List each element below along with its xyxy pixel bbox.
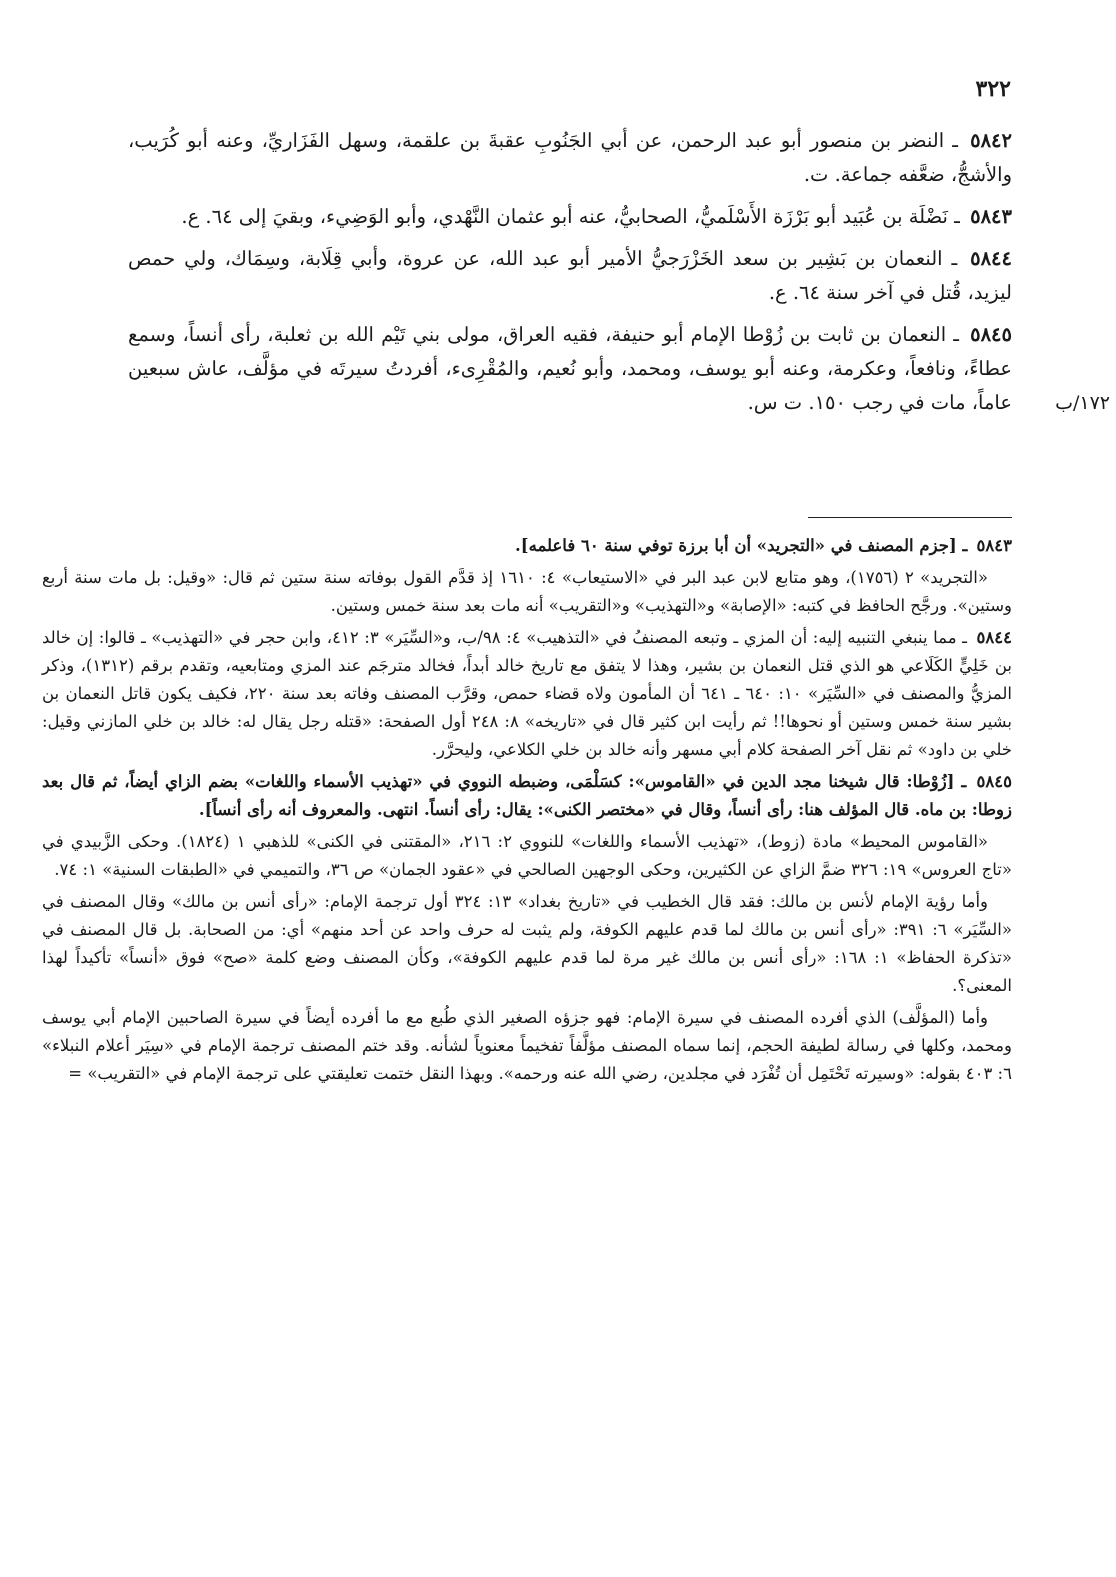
entry-number: ٥٨٤٤	[970, 247, 1012, 270]
entry-text: ـ النعمان بن ثابت بن زُوْطا الإمام أبو حنيفة، فقيه العراق، مولى بني تَيْم الله بن ثعلبة، رأى أنساً، وسمع عطاءً، ونافعاً، وعكرمة، وعنه أبو يوسف، ومحمد، وأبو نُعيم، والمُقْرِىء، أفردتُ سيرتَه في مؤلَّف، عاش سبعين عاماً، مات في رجب ١٥٠. ت س.	[128, 323, 1012, 414]
note-5845-heading	[42, 768, 1012, 824]
note-5843-heading	[42, 532, 1012, 560]
entry-text: ـ نَضْلَة بن عُبَيد أبو بَرْزَة الأَسْلَميُّ، الصحابيُّ، عنه أبو عثمان النَّهْدي، وأبو الوَضِيء، وبقيَ إلى ٦٤. ع.	[181, 205, 960, 228]
margin-folio-note: ١٧٢/ب	[1055, 392, 1110, 414]
note-5843-body: «التجريد» ٢ (١٧٥٦)، وهو متابع لابن عبد البر في «الاستيعاب» ٤: ١٦١٠ إذ قدَّم القول بوفاته سنة ستين ثم قال: «وقيل: بل مات سنة أربع وستين». ورجَّح الحافظ في كتبه: «الإصابة» و«التهذيب» و«التقريب» أنه مات بعد سنة خمس وستين.	[42, 568, 1012, 615]
note-5845-paragraph-3: وأما (المؤلَّف) الذي أفرده المصنف في سيرة الإمام: فهو جزؤه الصغير الذي طُبع مع ما أفرده أيضاً في سيرة الصاحبين الإمام أبي يوسف ومحمد، وكلها في رسالة لطيفة الحجم، إنما سماه المصنف مؤلَّفاً تفخيماً معنوياً لشأنه. وقد ختم المصنف ترجمة الإمام في «سِيَر أعلام النبلاء» ٦: ٤٠٣ بقوله: «وسيرته تَحْتَمِل أن تُفْرَد في مجلدين، رضي الله عنه ورحمه». وبهذا النقل ختمت تعليقتي على ترجمة الإمام في «التقريب» =	[42, 1008, 1012, 1083]
note-heading: ـ [جزم المصنف في «التجريد» أن أبا برزة توفي سنة ٦٠ فاعلمه].	[515, 536, 968, 555]
page-number: ٣٢٢	[975, 76, 1011, 102]
entry-number: ٥٨٤٣	[970, 205, 1012, 228]
note-5845-paragraph-2: وأما رؤية الإمام لأنس بن مالك: فقد قال الخطيب في «تاريخ بغداد» ١٣: ٣٢٤ أول ترجمة الإمام: «رأى أنس بن مالك» وقال المصنف في «السِّيَر» ٦: ٣٩١: «رأى أنس بن مالك لما قدم عليهم الكوفة، ولم يثبت له حرف واحد عن أحد منهم» أي: من الصحابة. بل قال المصنف في «تذكرة الحفاظ» ١: ١٦٨: «رأى أنس بن مالك غير مرة لما قدم عليهم الكوفة»، وكأن المصنف وضع كلمة «صح» فوق «أنساً» تأكيداً لهذا المعنى؟.	[42, 892, 1012, 995]
note-5844	[42, 624, 1012, 764]
note-heading: ـ [زُوْطا: قال شيخنا مجد الدين في «القاموس»: كسَلْمَى، وضبطه النووي في «تهذيب الأسماء واللغات» بضم الزاي أيضاً، ثم قال بعد زوطا: بن ماه. قال المؤلف هنا: رأى أنساً، وقال في «مختصر الكنى»: يقال: رأى أنساً. انتهى. والمعروف أنه رأى أنساً].	[42, 772, 1012, 819]
note-number: ٥٨٤٤	[976, 628, 1012, 647]
entry-5844	[128, 242, 1012, 310]
note-5845-paragraph-1: «القاموس المحيط» مادة (زوط)، «تهذيب الأسماء واللغات» للنووي ٢: ٢١٦، «المقتنى في الكنى» للذهبي ١ (١٨٢٤). وحكى الزَّبيدي في «تاج العروس» ١٩: ٣٢٦ ضمَّ الزاي عن الكثيرين، وحكى الوجهين الصالحي في «عقود الجمان» ص ٣٦، والتميمي في «الطبقات السنية» ١: ٧٤.	[42, 832, 1012, 879]
entry-number: ٥٨٤٥	[970, 323, 1012, 346]
entry-text: ـ النضر بن منصور أبو عبد الرحمن، عن أبي الجَنُوبِ عقبةَ بن علقمة، وسهل الفَزَاريِّ، وعنه أبو كُرَيب، والأشجُّ، ضعَّفه جماعة. ت.	[128, 129, 1012, 186]
entry-5843	[128, 200, 1012, 234]
note-number: ٥٨٤٥	[976, 772, 1012, 791]
note-body: ـ مما ينبغي التنبيه إليه: أن المزي ـ وتبعه المصنفُ في «التذهيب» ٤: ٩٨/ب، و«السِّيَر» ٣: ٤١٢، وابن حجر في «التهذيب» ـ قالوا: إن خالد بن خَلِيٍّ الكَلَاعي هو الذي قتل النعمان بن بشير، وهذا لا يتفق مع تاريخ خالد أبداً، فخالد مترجَم عند المزي ومتابعيه، وتقدم برقم (١٣١٢)، وذكر المزيُّ والمصنف في «السِّيَر» ١٠: ٦٤٠ ـ ٦٤١ أن المأمون ولاه قضاء حمص، وقرَّب المصنف وفاته بعد سنة ٢٢٠، فكيف يكون قاتل النعمان بن بشير سنة خمس وستين أو نحوها!! ثم رأيت ابن كثير قال في «تاريخه» ٨: ٢٤٨ أول الصفحة: «قتله رجل يقال له: خالد بن خلي المازني وقيل: خلي بن داود» ثم نقل آخر الصفحة كلام أبي مسهر وأنه خالد بن خلي الكلاعي، وليحرَّر.	[42, 628, 1012, 759]
entry-text: ـ النعمان بن بَشِير بن سعد الخَزْرَجيُّ الأمير أبو عبد الله، عن عروة، وأبي قِلَابة، وسِمَاك، ولي حمص ليزيد، قُتل في آخر سنة ٦٤. ع.	[128, 247, 1012, 304]
footnotes	[42, 532, 1012, 1092]
entry-number: ٥٨٤٢	[970, 129, 1012, 152]
main-text	[128, 124, 1012, 428]
note-number: ٥٨٤٣	[976, 536, 1012, 555]
entry-5842	[128, 124, 1012, 192]
entry-5845	[128, 318, 1012, 420]
footnote-divider	[808, 517, 1012, 518]
